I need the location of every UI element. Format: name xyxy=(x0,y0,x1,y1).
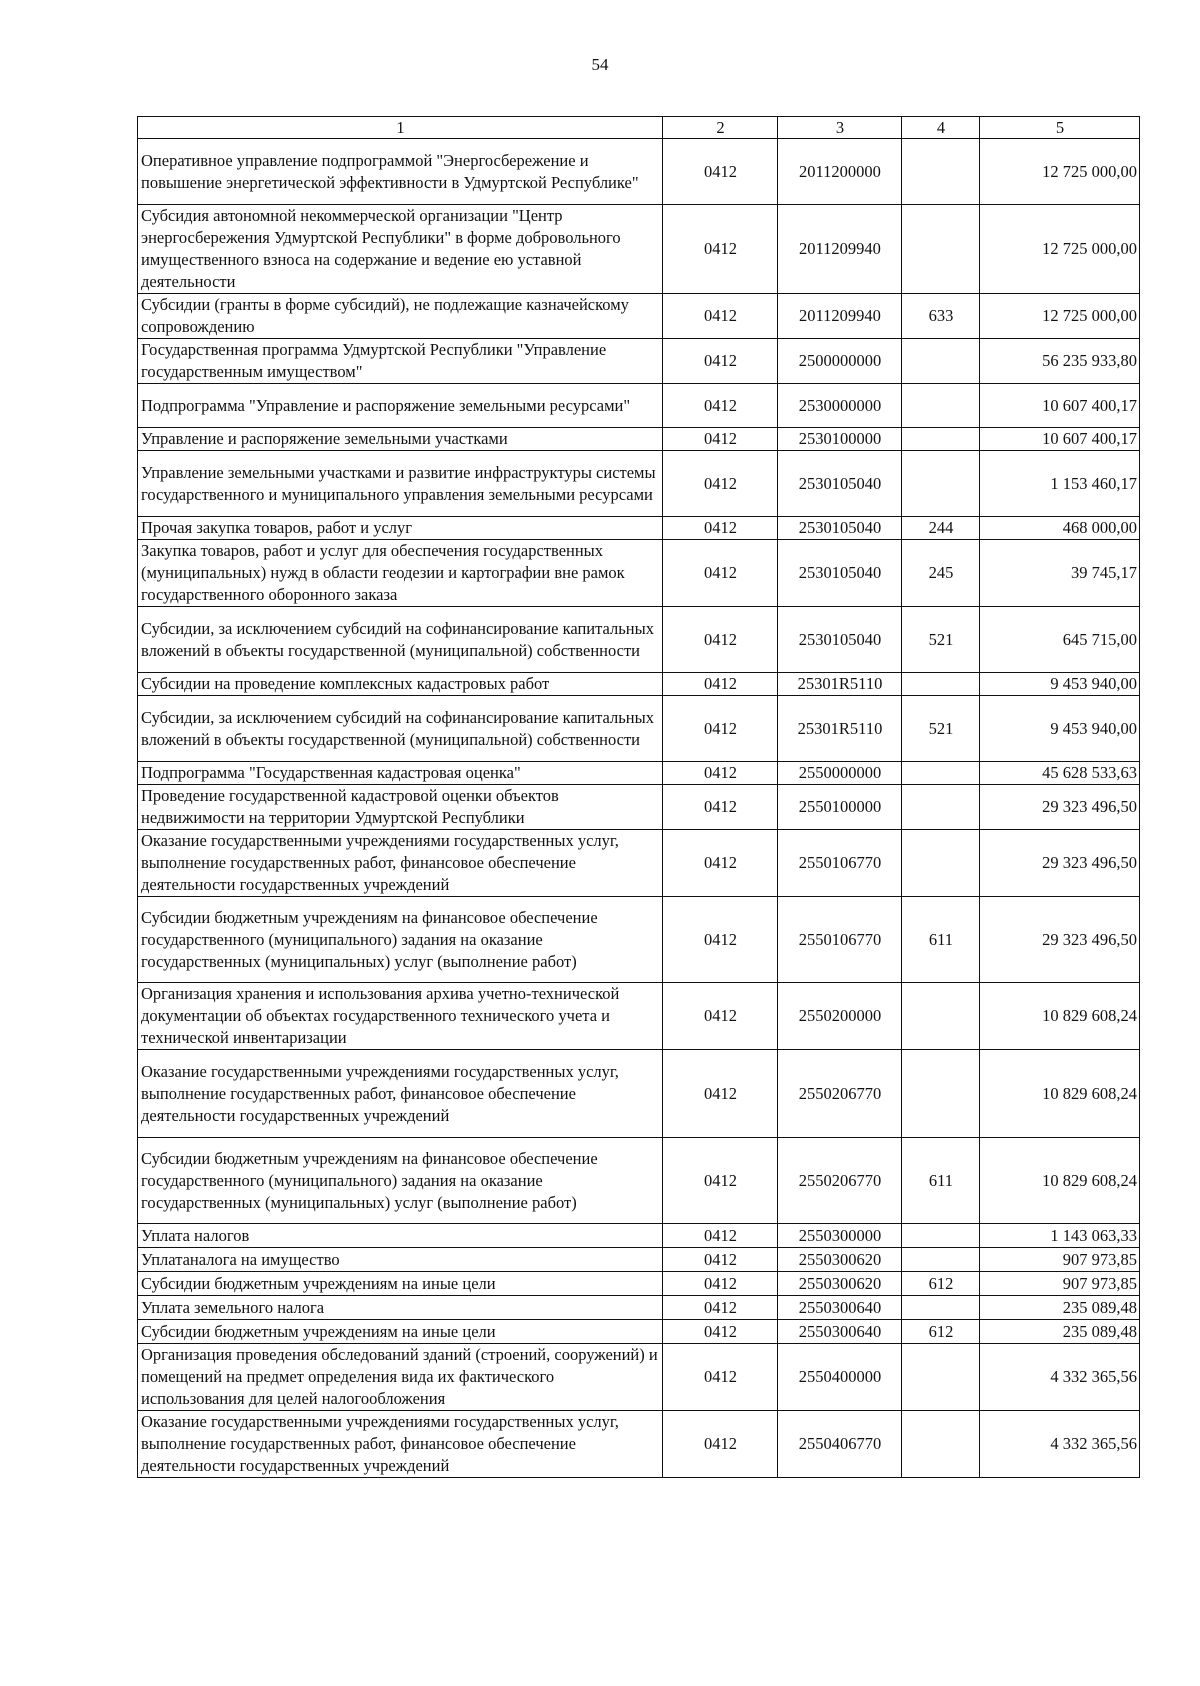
row-name: Проведение государственной кадастровой оценки объектов недвижимости на территории Удмуртской Республики xyxy=(138,785,663,830)
row-target-code: 2550206770 xyxy=(778,1138,902,1224)
row-name: Оказание государственными учреждениями государственных услуг, выполнение государственных работ, финансовое обеспечение деятельности государственных учреждений xyxy=(138,1050,663,1138)
header-col-3: 3 xyxy=(778,117,902,139)
row-target-code: 2550206770 xyxy=(778,1050,902,1138)
table-row xyxy=(138,696,1140,762)
table-row xyxy=(138,1411,1140,1478)
table-row xyxy=(138,339,1140,384)
row-name: Управление земельными участками и развитие инфраструктуры системы государственного и муниципального управления земельными ресурсами xyxy=(138,451,663,517)
row-name: Субсидии бюджетным учреждениям на иные цели xyxy=(138,1320,663,1344)
row-name: Субсидии на проведение комплексных кадастровых работ xyxy=(138,673,663,696)
row-name: Уплатаналога на имущество xyxy=(138,1248,663,1272)
row-name: Оказание государственными учреждениями государственных услуг, выполнение государственных работ, финансовое обеспечение деятельности государственных учреждений xyxy=(138,1411,663,1478)
row-expense-type xyxy=(902,762,980,785)
row-amount: 235 089,48 xyxy=(980,1296,1140,1320)
table-row xyxy=(138,451,1140,517)
row-amount: 29 323 496,50 xyxy=(980,785,1140,830)
row-target-code: 2550100000 xyxy=(778,785,902,830)
row-section: 0412 xyxy=(663,1272,778,1296)
row-section: 0412 xyxy=(663,540,778,607)
table-row xyxy=(138,517,1140,540)
row-section: 0412 xyxy=(663,517,778,540)
row-section: 0412 xyxy=(663,830,778,897)
table-row xyxy=(138,1344,1140,1411)
table-row xyxy=(138,785,1140,830)
row-expense-type xyxy=(902,428,980,451)
row-expense-type xyxy=(902,673,980,696)
row-amount: 10 829 608,24 xyxy=(980,1050,1140,1138)
row-amount: 10 829 608,24 xyxy=(980,983,1140,1050)
row-amount: 9 453 940,00 xyxy=(980,673,1140,696)
row-expense-type xyxy=(902,1050,980,1138)
row-section: 0412 xyxy=(663,1224,778,1248)
row-name: Подпрограмма "Управление и распоряжение земельными ресурсами" xyxy=(138,384,663,428)
table-row xyxy=(138,205,1140,294)
row-section: 0412 xyxy=(663,673,778,696)
table-row xyxy=(138,540,1140,607)
row-amount: 468 000,00 xyxy=(980,517,1140,540)
row-expense-type: 244 xyxy=(902,517,980,540)
row-expense-type xyxy=(902,1296,980,1320)
row-name: Субсидии бюджетным учреждениям на финансовое обеспечение государственного (муниципального) задания на оказание государственных (муниципальных) услуг (выполнение работ) xyxy=(138,1138,663,1224)
row-expense-type xyxy=(902,1411,980,1478)
row-target-code: 2550000000 xyxy=(778,762,902,785)
row-expense-type: 612 xyxy=(902,1320,980,1344)
row-target-code: 2550300620 xyxy=(778,1272,902,1296)
row-amount: 29 323 496,50 xyxy=(980,897,1140,983)
row-expense-type xyxy=(902,139,980,205)
row-section: 0412 xyxy=(663,897,778,983)
row-target-code: 2550300640 xyxy=(778,1296,902,1320)
row-section: 0412 xyxy=(663,983,778,1050)
row-target-code: 2550300640 xyxy=(778,1320,902,1344)
row-target-code: 2550106770 xyxy=(778,830,902,897)
row-name: Государственная программа Удмуртской Республики "Управление государственным имуществом" xyxy=(138,339,663,384)
row-amount: 12 725 000,00 xyxy=(980,139,1140,205)
row-section: 0412 xyxy=(663,1320,778,1344)
row-section: 0412 xyxy=(663,1050,778,1138)
row-amount: 9 453 940,00 xyxy=(980,696,1140,762)
table-row xyxy=(138,762,1140,785)
header-row xyxy=(138,117,1140,139)
table-row xyxy=(138,673,1140,696)
row-name: Организация проведения обследований зданий (строений, сооружений) и помещений на предмет определения вида их фактического использования для целей налогообложения xyxy=(138,1344,663,1411)
row-target-code: 25301R5110 xyxy=(778,673,902,696)
row-target-code: 2550300620 xyxy=(778,1248,902,1272)
row-name: Субсидии, за исключением субсидий на софинансирование капитальных вложений в объекты государственной (муниципальной) собственности xyxy=(138,696,663,762)
row-target-code: 2550400000 xyxy=(778,1344,902,1411)
row-name: Управление и распоряжение земельными участками xyxy=(138,428,663,451)
table-row xyxy=(138,1050,1140,1138)
row-target-code: 2530105040 xyxy=(778,517,902,540)
table-row xyxy=(138,1224,1140,1248)
row-target-code: 2550200000 xyxy=(778,983,902,1050)
row-amount: 10 607 400,17 xyxy=(980,428,1140,451)
row-expense-type: 633 xyxy=(902,294,980,339)
table-row xyxy=(138,139,1140,205)
row-amount: 12 725 000,00 xyxy=(980,205,1140,294)
row-section: 0412 xyxy=(663,1344,778,1411)
row-name: Уплата налогов xyxy=(138,1224,663,1248)
row-name: Субсидии (гранты в форме субсидий), не подлежащие казначейскому сопровождению xyxy=(138,294,663,339)
row-name: Оказание государственными учреждениями государственных услуг, выполнение государственных работ, финансовое обеспечение деятельности государственных учреждений xyxy=(138,830,663,897)
row-section: 0412 xyxy=(663,1296,778,1320)
table-row xyxy=(138,1138,1140,1224)
table-row xyxy=(138,830,1140,897)
table-row xyxy=(138,1248,1140,1272)
row-expense-type xyxy=(902,1224,980,1248)
row-section: 0412 xyxy=(663,139,778,205)
row-amount: 907 973,85 xyxy=(980,1248,1140,1272)
row-target-code: 2011200000 xyxy=(778,139,902,205)
table-body xyxy=(138,139,1140,1478)
table-row xyxy=(138,1320,1140,1344)
row-expense-type: 612 xyxy=(902,1272,980,1296)
row-amount: 4 332 365,56 xyxy=(980,1411,1140,1478)
row-target-code: 2550300000 xyxy=(778,1224,902,1248)
row-amount: 1 153 460,17 xyxy=(980,451,1140,517)
row-target-code: 2500000000 xyxy=(778,339,902,384)
row-expense-type xyxy=(902,785,980,830)
row-name: Субсидии, за исключением субсидий на софинансирование капитальных вложений в объекты государственной (муниципальной) собственности xyxy=(138,607,663,673)
row-amount: 10 829 608,24 xyxy=(980,1138,1140,1224)
row-section: 0412 xyxy=(663,428,778,451)
row-expense-type: 611 xyxy=(902,1138,980,1224)
row-name: Субсидии бюджетным учреждениям на иные цели xyxy=(138,1272,663,1296)
row-section: 0412 xyxy=(663,696,778,762)
row-expense-type xyxy=(902,384,980,428)
row-target-code: 2530000000 xyxy=(778,384,902,428)
header-col-5: 5 xyxy=(980,117,1140,139)
row-name: Закупка товаров, работ и услуг для обеспечения государственных (муниципальных) нужд в области геодезии и картографии вне рамок государственного оборонного заказа xyxy=(138,540,663,607)
row-amount: 235 089,48 xyxy=(980,1320,1140,1344)
row-expense-type xyxy=(902,1344,980,1411)
table-row xyxy=(138,294,1140,339)
row-target-code: 2011209940 xyxy=(778,205,902,294)
table-row xyxy=(138,897,1140,983)
row-section: 0412 xyxy=(663,1411,778,1478)
row-amount: 45 628 533,63 xyxy=(980,762,1140,785)
row-amount: 907 973,85 xyxy=(980,1272,1140,1296)
row-target-code: 2550406770 xyxy=(778,1411,902,1478)
row-amount: 645 715,00 xyxy=(980,607,1140,673)
row-section: 0412 xyxy=(663,1138,778,1224)
table-row xyxy=(138,428,1140,451)
row-expense-type xyxy=(902,451,980,517)
table-row xyxy=(138,1296,1140,1320)
row-expense-type xyxy=(902,830,980,897)
row-expense-type xyxy=(902,205,980,294)
row-expense-type: 521 xyxy=(902,696,980,762)
table-row xyxy=(138,384,1140,428)
header-col-2: 2 xyxy=(663,117,778,139)
row-amount: 56 235 933,80 xyxy=(980,339,1140,384)
row-target-code: 25301R5110 xyxy=(778,696,902,762)
row-section: 0412 xyxy=(663,294,778,339)
table-header xyxy=(138,117,1140,139)
row-target-code: 2550106770 xyxy=(778,897,902,983)
header-col-4: 4 xyxy=(902,117,980,139)
row-target-code: 2530105040 xyxy=(778,451,902,517)
table-row xyxy=(138,983,1140,1050)
row-section: 0412 xyxy=(663,384,778,428)
row-name: Субсидии бюджетным учреждениям на финансовое обеспечение государственного (муниципального) задания на оказание государственных (муниципальных) услуг (выполнение работ) xyxy=(138,897,663,983)
row-amount: 12 725 000,00 xyxy=(980,294,1140,339)
table-row xyxy=(138,607,1140,673)
row-section: 0412 xyxy=(663,607,778,673)
row-target-code: 2011209940 xyxy=(778,294,902,339)
row-expense-type xyxy=(902,1248,980,1272)
row-section: 0412 xyxy=(663,451,778,517)
row-section: 0412 xyxy=(663,762,778,785)
row-amount: 10 607 400,17 xyxy=(980,384,1140,428)
row-expense-type: 611 xyxy=(902,897,980,983)
row-section: 0412 xyxy=(663,339,778,384)
row-amount: 1 143 063,33 xyxy=(980,1224,1140,1248)
row-expense-type xyxy=(902,339,980,384)
row-section: 0412 xyxy=(663,205,778,294)
row-expense-type: 521 xyxy=(902,607,980,673)
row-name: Организация хранения и использования архива учетно-технической документации об объектах государственного технического учета и технической инвентаризации xyxy=(138,983,663,1050)
page-number: 54 xyxy=(591,55,609,74)
row-expense-type xyxy=(902,983,980,1050)
row-section: 0412 xyxy=(663,785,778,830)
row-name: Субсидия автономной некоммерческой организации "Центр энергосбережения Удмуртской Республики" в форме добровольного имущественного взноса на содержание и ведение ею уставной деятельности xyxy=(138,205,663,294)
row-name: Прочая закупка товаров, работ и услуг xyxy=(138,517,663,540)
budget-table xyxy=(137,116,1140,1478)
row-target-code: 2530100000 xyxy=(778,428,902,451)
row-amount: 39 745,17 xyxy=(980,540,1140,607)
row-expense-type: 245 xyxy=(902,540,980,607)
row-target-code: 2530105040 xyxy=(778,540,902,607)
row-name: Подпрограмма "Государственная кадастровая оценка" xyxy=(138,762,663,785)
row-target-code: 2530105040 xyxy=(778,607,902,673)
row-amount: 29 323 496,50 xyxy=(980,830,1140,897)
row-name: Оперативное управление подпрограммой "Энергосбережение и повышение энергетической эффективности в Удмуртской Республике" xyxy=(138,139,663,205)
row-amount: 4 332 365,56 xyxy=(980,1344,1140,1411)
row-section: 0412 xyxy=(663,1248,778,1272)
table-row xyxy=(138,1272,1140,1296)
header-col-1: 1 xyxy=(138,117,663,139)
row-name: Уплата земельного налога xyxy=(138,1296,663,1320)
